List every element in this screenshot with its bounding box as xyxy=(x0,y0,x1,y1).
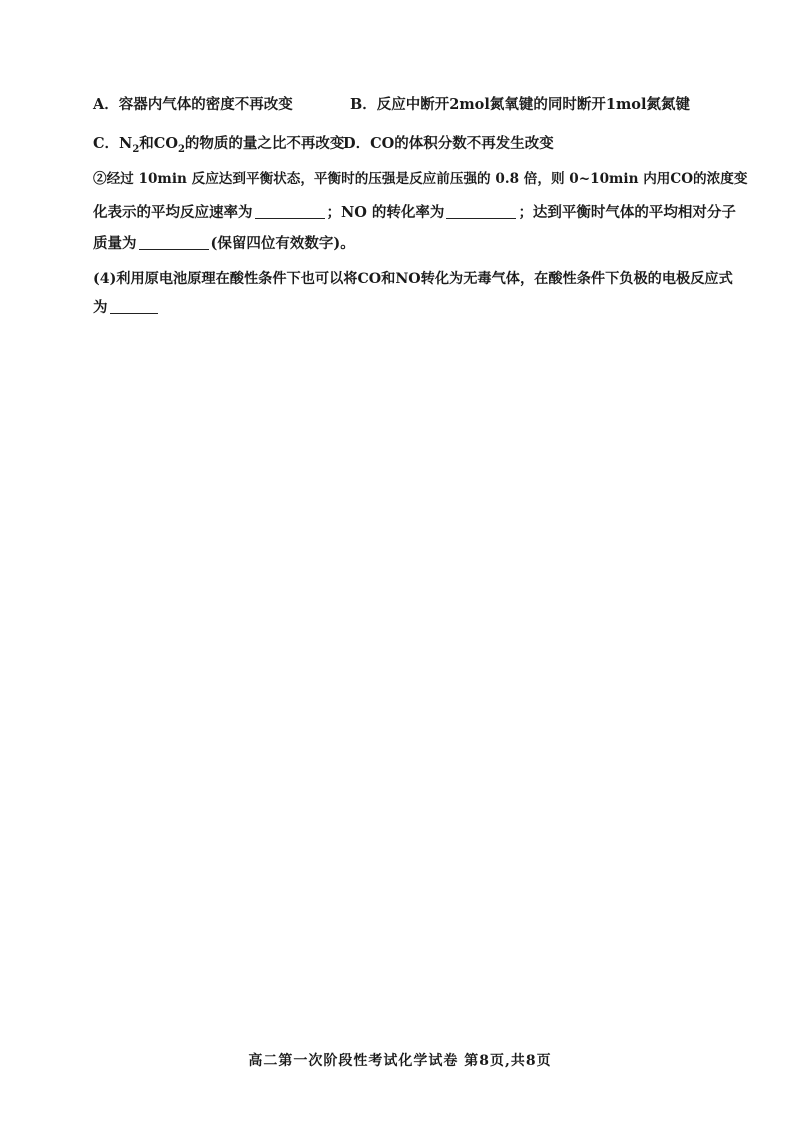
q2-mass-text: 质量为 xyxy=(93,235,137,252)
answer-blank-rate[interactable] xyxy=(255,204,325,219)
answer-blank-electrode[interactable] xyxy=(110,299,158,314)
option-c xyxy=(93,133,344,155)
option-c-mid: 和CO xyxy=(139,135,178,152)
question-2-line-1: ②经过 10min 反应达到平衡状态，平衡时的压强是反应前压强的 0.8 倍，则 0~10min 内用CO的浓度变 xyxy=(93,171,748,187)
question-2-line-2 xyxy=(93,202,736,224)
question-2-line-3 xyxy=(93,233,355,255)
option-a: A．容器内气体的密度不再改变 xyxy=(93,96,293,113)
q2-conversion-text: ；NO 的转化率为 xyxy=(326,204,445,221)
option-c-suffix: 的物质的量之比不再改变 xyxy=(184,135,345,152)
answer-blank-molar-mass[interactable] xyxy=(139,235,209,250)
q2-sigfig-text: (保留四位有效数字)。 xyxy=(210,235,355,252)
option-c-sub2: 2 xyxy=(177,143,185,155)
option-c-sub1: 2 xyxy=(132,143,140,155)
q2-rate-text: 化表示的平均反应速率为 xyxy=(93,204,253,221)
option-b: B．反应中断开2mol氮氧键的同时断开1mol氮氮键 xyxy=(350,96,690,113)
q4-wei-text: 为 xyxy=(93,299,108,316)
question-4-line-1: (4)利用原电池原理在酸性条件下也可以将CO和NO转化为无毒气体，在酸性条件下负极的电极反应式 xyxy=(93,271,733,287)
option-d: D．CO的体积分数不再发生改变 xyxy=(343,135,554,152)
option-c-n: N xyxy=(119,135,133,152)
answer-blank-conversion[interactable] xyxy=(446,204,516,219)
option-c-prefix: C． xyxy=(93,135,120,152)
question-4-line-2 xyxy=(93,297,160,319)
page-footer: 高二第一次阶段性考试化学试卷 第8页,共8页 xyxy=(248,1053,552,1069)
q2-molar-text: ；达到平衡时气体的平均相对分子 xyxy=(518,204,736,221)
